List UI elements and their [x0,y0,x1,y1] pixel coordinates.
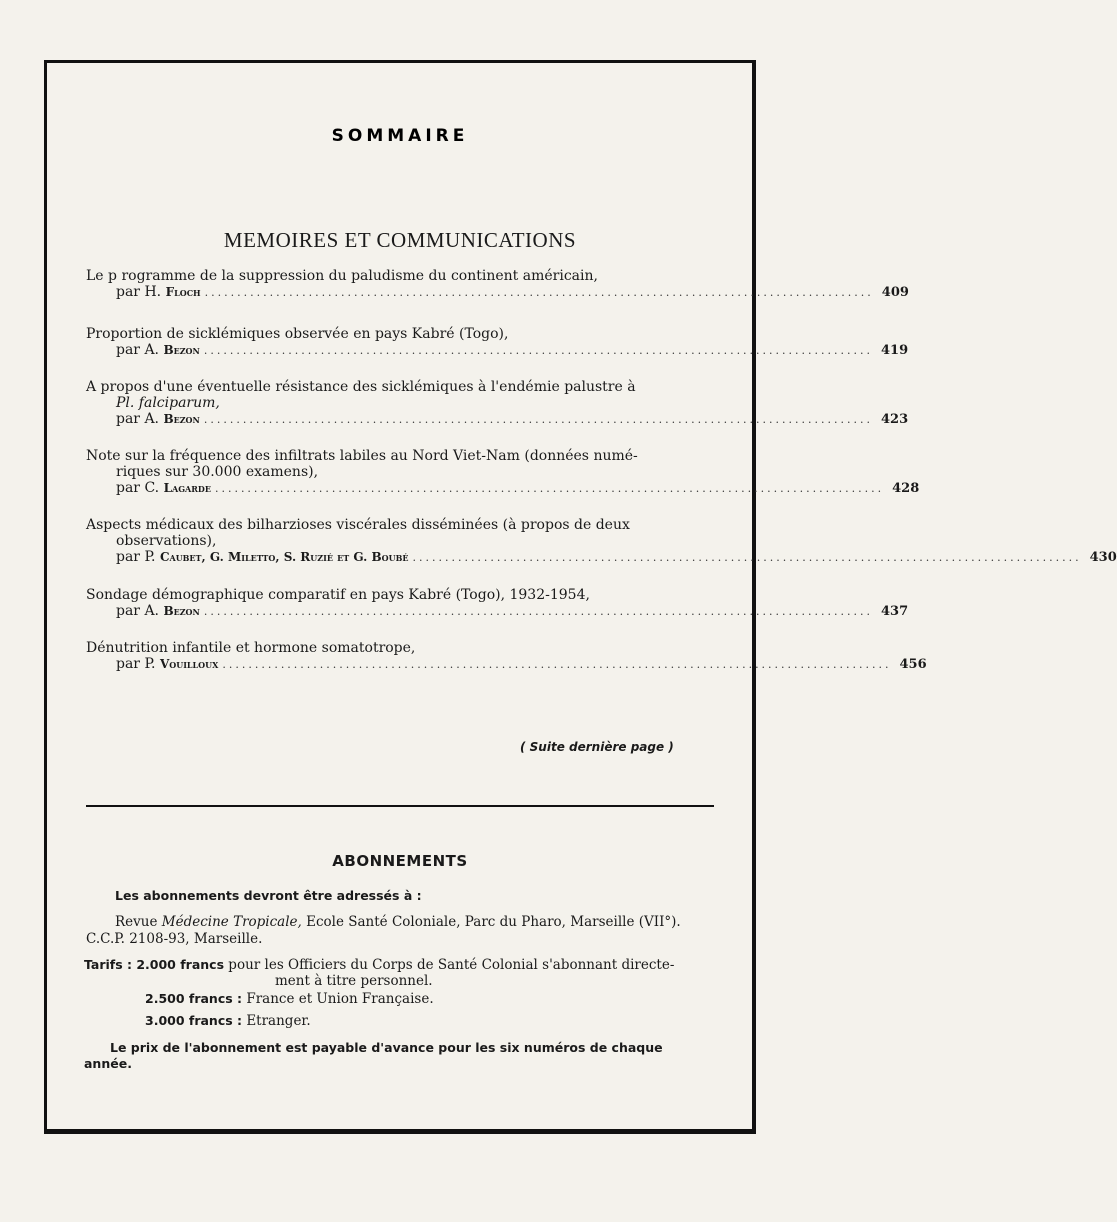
leader-dots: ....................................................................................................... [214,482,885,495]
revue-prefix: Revue [115,914,162,930]
tarif-line-1 [84,957,674,973]
toc-entry[interactable] [86,448,920,497]
entry-author: Vouilloux [159,657,219,671]
entry-author: Bezon [163,604,200,618]
toc-entry[interactable] [86,326,909,359]
entry-par: par A. [116,603,160,619]
entry-par: par P. [116,656,156,672]
entry-author: Bezon [163,343,200,357]
entry-title: Aspects médicaux des bilharzioses viscérales disséminées (à propos de deux [86,517,630,533]
toc-entry[interactable] [86,640,927,673]
tarifs-label: Tarifs : [84,957,133,972]
abonnements-heading: ABONNEMENTS [332,852,468,870]
leader-dots: ....................................................................................................... [412,551,1082,564]
tarif2-amount: 2.500 francs : [145,991,243,1006]
entry-author: Floch [165,285,201,299]
tarif-line-1-cont: ment à titre personnel. [275,973,433,989]
entry-par: par C. [116,480,160,496]
entry-par: par H. [116,284,162,300]
leader-dots: ....................................................................................................... [222,658,892,671]
abonnements-intro: Les abonnements devront être adressés à : [115,888,422,903]
revue-address-text: Ecole Santé Coloniale, Parc du Pharo, Marseille (VII°). [301,914,681,930]
toc-entry[interactable] [86,587,909,620]
toc-entry[interactable] [86,268,909,301]
entry-author: Bezon [163,412,200,426]
entry-title-italic: Pl. falciparum, [116,395,220,411]
entry-page-number: 437 [881,604,909,619]
payment-note: Le prix de l'abonnement est payable d'avance pour les six numéros de chaque [110,1040,663,1055]
entry-title-cont: riques sur 30.000 examens), [116,464,319,480]
entry-page-number: 419 [881,343,909,358]
tarif2-text: France et Union Française. [242,991,434,1007]
entry-title: Le p rogramme de la suppression du paludisme du continent américain, [86,268,598,284]
entry-page-number: 423 [881,412,909,427]
tarif-line-2 [145,991,434,1007]
revue-address [115,914,681,930]
tarif1-amount: 2.000 francs [136,957,225,972]
leader-dots: ....................................................................................................... [203,413,873,426]
entry-par: par A. [116,411,160,427]
entry-title: A propos d'une éventuelle résistance des sicklémiques à l'endémie palustre à [86,379,636,395]
entry-page-number: 409 [881,285,909,300]
toc-entry[interactable] [86,517,1117,566]
tarif3-amount: 3.000 francs : [145,1013,243,1028]
entry-page-number: 428 [892,481,920,496]
toc-entry[interactable] [86,379,909,428]
entry-author: Lagarde [163,481,211,495]
entry-title-cont: observations), [116,533,217,549]
leader-dots: ....................................................................................................... [203,605,873,618]
leader-dots: ....................................................................................................... [204,286,874,299]
entry-par: par P. [116,549,156,565]
entry-author: Caubet, G. Miletto, S. Ruzié et G. Boubé [159,550,409,564]
entry-title: Dénutrition infantile et hormone somatotrope, [86,640,416,656]
divider [86,805,714,807]
entry-title: Sondage démographique comparatif en pays Kabré (Togo), 1932-1954, [86,587,590,603]
tarif3-text: Etranger. [242,1013,311,1029]
entry-title: Proportion de sicklémiques observée en pays Kabré (Togo), [86,326,509,342]
section-title: MEMOIRES ET COMMUNICATIONS [223,228,577,252]
leader-dots: ....................................................................................................... [203,344,873,357]
ccp-line: C.C.P. 2108-93, Marseille. [86,931,263,947]
revue-name: Médecine Tropicale, [161,914,302,930]
entry-page-number: 456 [899,657,927,672]
entry-page-number: 430 [1089,550,1117,565]
payment-note-cont: année. [84,1056,132,1071]
tarif-line-3 [145,1013,311,1029]
entry-par: par A. [116,342,160,358]
tarif1-text: pour les Officiers du Corps de Santé Colonial s'abonnant directe- [224,957,675,973]
entry-title: Note sur la fréquence des infiltrats labiles au Nord Viet-Nam (données numé- [86,448,638,464]
sommaire-heading: SOMMAIRE [331,126,469,146]
suite-note: ( Suite dernière page ) [520,740,674,754]
